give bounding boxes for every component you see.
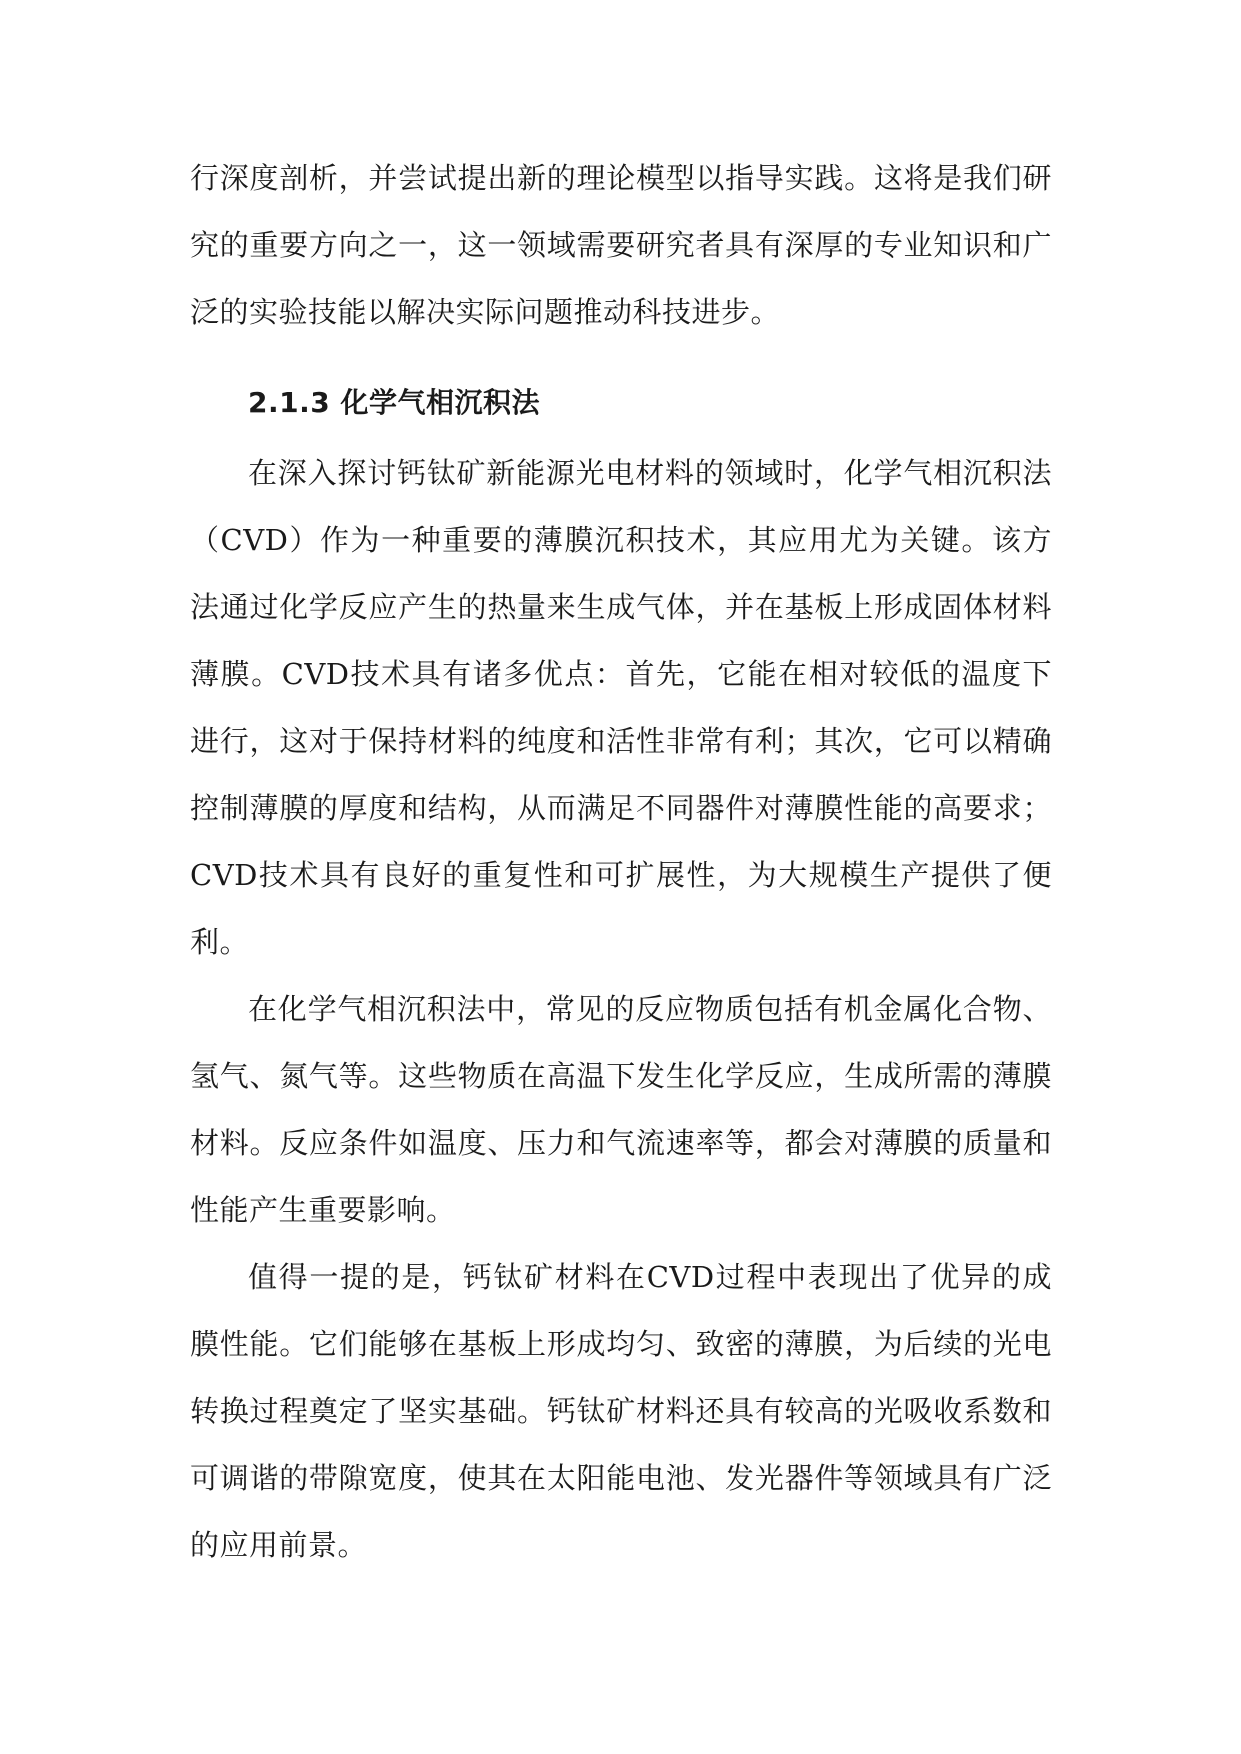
paragraph-continued: 行深度剖析，并尝试提出新的理论模型以指导实践。这将是我们研究的重要方向之一，这一领域需要研究者具有深厚的专业知识和广泛的实验技能以解决实际问题推动科技进步。 — [190, 161, 1052, 329]
paragraph-perovskite-performance: 值得一提的是，钙钛矿材料在CVD过程中表现出了优异的成膜性能。它们能够在基板上形成均匀、致密的薄膜，为后续的光电转换过程奠定了坚实基础。钙钛矿材料还具有较高的光吸收系数和可调谐的带隙宽度，使其在太阳能电池、发光器件等领域具有广泛的应用前景。 — [190, 1260, 1052, 1562]
document-body — [190, 145, 1052, 1579]
paragraph-reactants: 在化学气相沉积法中，常见的反应物质包括有机金属化合物、氢气、氮气等。这些物质在高温下发生化学反应，生成所需的薄膜材料。反应条件如温度、压力和气流速率等，都会对薄膜的质量和性能产生重要影响。 — [190, 992, 1052, 1227]
paragraph-cvd-intro: 在深入探讨钙钛矿新能源光电材料的领域时，化学气相沉积法（CVD）作为一种重要的薄膜沉积技术，其应用尤为关键。该方法通过化学反应产生的热量来生成气体，并在基板上形成固体材料薄膜。CVD技术具有诸多优点：首先，它能在相对较低的温度下进行，这对于保持材料的纯度和活性非常有利；其次，它可以精确控制薄膜的厚度和结构，从而满足不同器件对薄膜性能的高要求；CVD技术具有良好的重复性和可扩展性，为大规模生产提供了便利。 — [190, 456, 1052, 959]
section-heading: 2.1.3 化学气相沉积法 — [248, 386, 540, 419]
